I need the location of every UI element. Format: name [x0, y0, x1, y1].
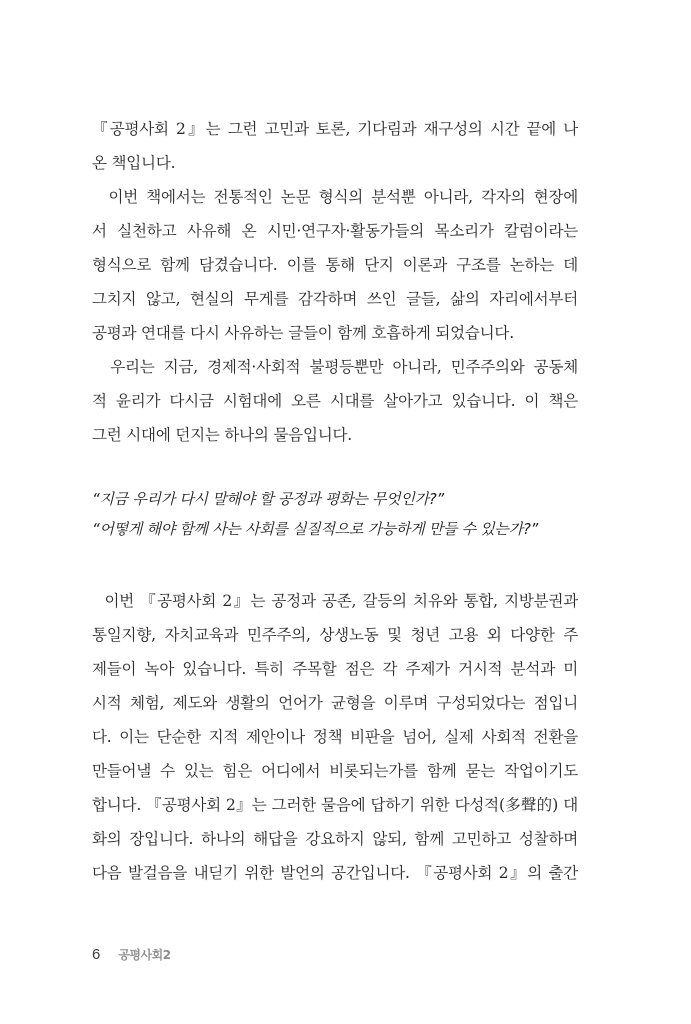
text-line: 공평과 연대를 다시 사유하는 글들이 함께 호흡하게 되었습니다. — [92, 324, 514, 342]
text-line: 이번 『공평사회 2』는 공정과 공존, 갈등의 치유와 통합, 지방분권과 — [92, 592, 578, 610]
page-number: 6 — [92, 946, 101, 963]
text-line: 적 윤리가 다시금 시험대에 오른 시대를 살아가고 있습니다. 이 책은 — [92, 392, 578, 410]
text-line: 통일지향, 자치교육과 민주주의, 상생노동 및 청년 고용 외 다양한 주 — [92, 626, 578, 644]
text-line: 형식으로 함께 담겼습니다. 이를 통해 단지 이론과 구조를 논하는 데 — [92, 256, 578, 274]
paragraph-3 — [92, 350, 578, 452]
page-footer — [92, 944, 171, 966]
quote-block — [92, 484, 612, 544]
text-line: 그치지 않고, 현실의 무게를 감각하며 쓰인 글들, 삶의 자리에서부터 — [92, 290, 578, 308]
text-line: 다. 이는 단순한 지적 제안이나 정책 비판을 넘어, 실제 사회적 전환을 — [92, 728, 578, 746]
text-line: 시적 체험, 제도와 생활의 언어가 균형을 이루며 구성되었다는 점입니 — [92, 694, 578, 712]
text-line: 그런 시대에 던지는 하나의 물음입니다. — [92, 426, 353, 444]
quote-line: “지금 우리가 다시 말해야 할 공정과 평화는 무엇인가?” — [92, 490, 444, 508]
text-line: 서 실천하고 사유해 온 시민·연구자·활동가들의 목소리가 칼럼이라는 — [92, 222, 578, 240]
text-line: 『공평사회 2』는 그런 고민과 토론, 기다림과 재구성의 시간 끝에 나 — [92, 120, 578, 138]
text-line: 이번 책에서는 전통적인 논문 형식의 분석뿐 아니라, 각자의 현장에 — [92, 188, 578, 206]
paragraph-4 — [92, 584, 578, 890]
text-line: 합니다. 『공평사회 2』는 그러한 물음에 답하기 위한 다성적(多聲的) 대 — [92, 796, 578, 814]
text-line: 온 책입니다. — [92, 154, 176, 172]
paragraph-1 — [92, 112, 578, 180]
text-line: 만들어낼 수 있는 힘은 어디에서 비롯되는가를 함께 묻는 작업이기도 — [92, 762, 578, 780]
text-line: 화의 장입니다. 하나의 해답을 강요하지 않되, 함께 고민하고 성찰하며 — [92, 830, 578, 848]
text-line: 제들이 녹아 있습니다. 특히 주목할 점은 각 주제가 거시적 분석과 미 — [92, 660, 578, 678]
text-line: 우리는 지금, 경제적·사회적 불평등뿐만 아니라, 민주주의와 공동체 — [92, 358, 578, 376]
paragraph-2 — [92, 180, 578, 350]
text-line: 다음 발걸음을 내딛기 위한 발언의 공간입니다. 『공평사회 2』의 출간 — [92, 864, 578, 882]
quote-line: “어떻게 해야 함께 사는 사회를 실질적으로 가능하게 만들 수 있는가?” — [92, 520, 538, 538]
running-title: 공평사회2 — [118, 948, 171, 962]
